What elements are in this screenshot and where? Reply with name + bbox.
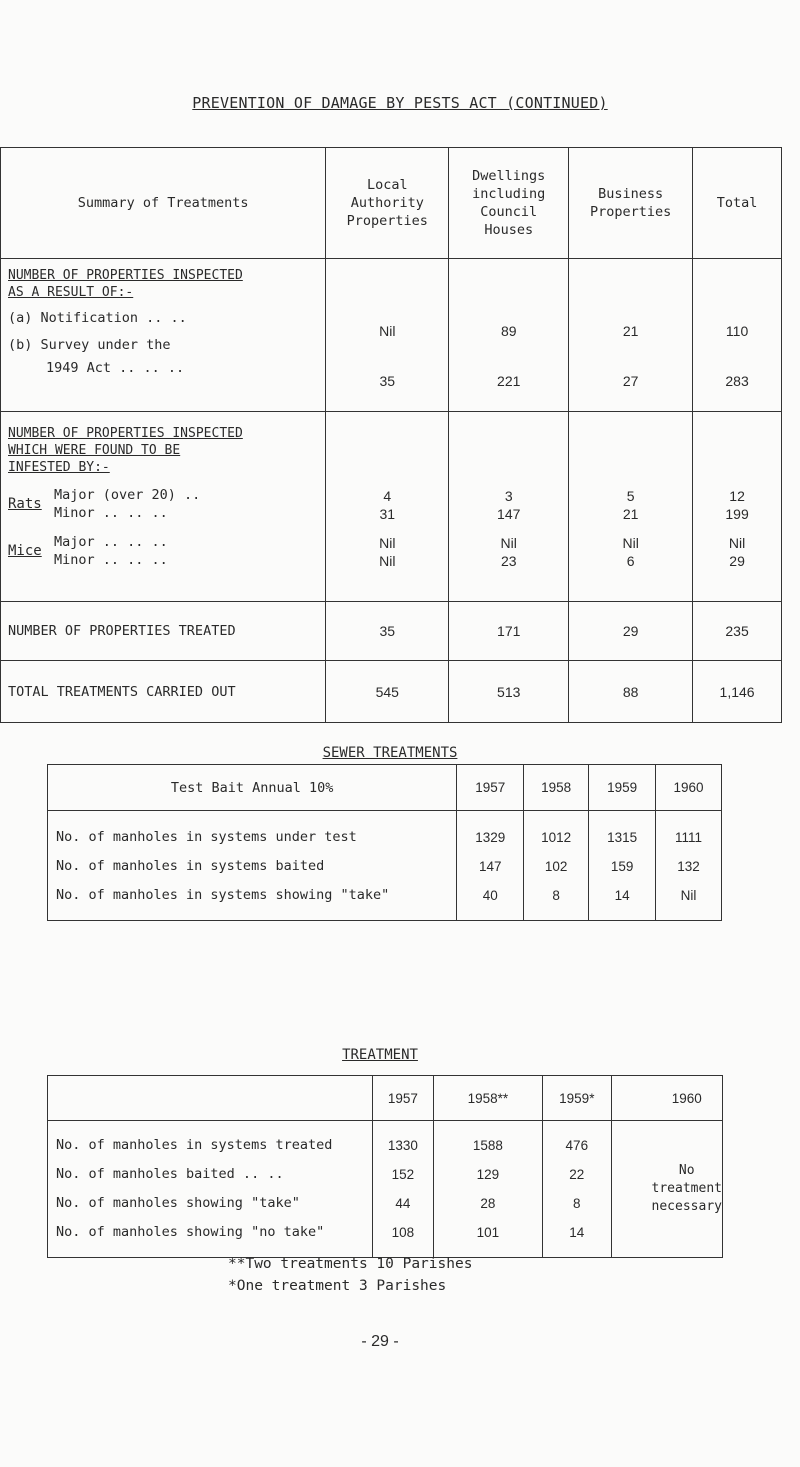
row-b-label-1: (b) Survey under the	[8, 337, 171, 353]
section2-title-2: WHICH WERE FOUND TO BE	[8, 443, 181, 458]
cell: 1315	[607, 830, 638, 845]
total-row	[1, 661, 782, 723]
footnotes	[228, 1253, 472, 1297]
cell: 14	[569, 1225, 585, 1240]
treatment-table	[47, 1075, 723, 1258]
treated-label: NUMBER OF PROPERTIES TREATED	[1, 602, 326, 661]
cell: 3	[504, 488, 513, 504]
footnote-2: *One treatment 3 Parishes	[228, 1278, 447, 1294]
note-line: treatment	[651, 1181, 722, 1196]
cell: 1012	[541, 830, 572, 845]
cell: 89	[500, 323, 517, 339]
row-label: No. of manholes baited .. ..	[56, 1166, 284, 1182]
treated-row	[1, 602, 782, 661]
cell: 8	[573, 1196, 581, 1211]
sewer-table	[47, 764, 722, 921]
header-summary: Summary of Treatments	[1, 148, 326, 259]
section1-labels	[1, 259, 326, 412]
col-1958	[433, 1121, 542, 1258]
year: 1959	[589, 765, 656, 811]
mice-major-label: Major .. .. ..	[54, 534, 168, 550]
cell: 283	[725, 373, 749, 389]
header-total: Total	[693, 148, 782, 259]
section2-title-1: NUMBER OF PROPERTIES INSPECTED	[8, 426, 243, 441]
cell: 28	[480, 1196, 496, 1211]
year: 1960	[611, 1076, 722, 1121]
cell: 21	[622, 506, 639, 522]
cell: 40	[482, 888, 498, 903]
cell: 152	[391, 1167, 415, 1182]
rats-major-label: Major (over 20) ..	[54, 487, 201, 503]
cell: 545	[326, 661, 449, 723]
row-b-label-2: 1949 Act .. .. ..	[46, 360, 185, 376]
year: 1958**	[433, 1076, 542, 1121]
summary-table	[0, 147, 782, 723]
cell: 12	[729, 488, 745, 504]
row-label: No. of manholes in systems under test	[56, 829, 357, 845]
section2-business	[569, 412, 693, 602]
treatment-header-blank	[48, 1076, 373, 1121]
sewer-labels	[48, 811, 457, 921]
section1-dwellings	[449, 259, 569, 412]
cell: 88	[569, 661, 693, 723]
sewer-title: SEWER TREATMENTS	[322, 745, 458, 761]
cell: 101	[476, 1225, 500, 1240]
cell: 147	[478, 859, 502, 874]
treatment-title: TREATMENT	[342, 1047, 418, 1063]
cell: Nil	[379, 323, 396, 339]
cell: 6	[626, 553, 635, 569]
header-business: Business Properties	[569, 148, 693, 259]
row-a-label: (a) Notification .. ..	[8, 310, 187, 326]
section1-title-1: NUMBER OF PROPERTIES INSPECTED	[8, 268, 243, 283]
summary-header-row	[1, 148, 782, 259]
treatment-header-row	[48, 1076, 723, 1121]
page-number: - 29 -	[361, 1333, 399, 1350]
mice-group	[8, 533, 325, 569]
cell: 221	[497, 373, 521, 389]
row-label: No. of manholes showing "take"	[56, 1195, 300, 1211]
cell: 1329	[475, 830, 506, 845]
cell: 22	[569, 1167, 585, 1182]
cell: 44	[395, 1196, 411, 1211]
cell: 5	[626, 488, 635, 504]
section1-title-2: AS A RESULT OF:-	[8, 285, 134, 300]
row-label: No. of manholes in systems baited	[56, 858, 325, 874]
col-1958	[524, 811, 589, 921]
sewer-body	[48, 811, 722, 921]
cell: 1588	[472, 1138, 503, 1153]
cell: 171	[449, 602, 569, 661]
section1-local	[326, 259, 449, 412]
cell: 4	[383, 488, 392, 504]
sewer-header-label: Test Bait Annual 10%	[48, 765, 457, 811]
cell: 235	[693, 602, 782, 661]
sewer-header-row	[48, 765, 722, 811]
col-1957	[457, 811, 524, 921]
col-1957	[373, 1121, 434, 1258]
header-dwellings: Dwellings including Council Houses	[449, 148, 569, 259]
cell: 513	[449, 661, 569, 723]
cell: 14	[614, 888, 630, 903]
cell: 29	[729, 553, 745, 569]
row-label: No. of manholes in systems treated	[56, 1137, 333, 1153]
cell: 132	[677, 859, 700, 874]
col-1960-note	[611, 1121, 722, 1258]
treatment-body	[48, 1121, 723, 1258]
cell: 1111	[675, 830, 703, 845]
row-label: No. of manholes in systems showing "take"	[56, 887, 390, 903]
rats-minor-label: Minor .. .. ..	[54, 505, 168, 521]
note-line: No	[678, 1163, 695, 1178]
cell: 476	[565, 1138, 589, 1153]
cell: Nil	[728, 535, 746, 551]
section2-total	[693, 412, 782, 602]
section2-local	[326, 412, 449, 602]
cell: 29	[569, 602, 693, 661]
cell: 35	[326, 602, 449, 661]
cell: Nil	[379, 553, 396, 569]
cell: 21	[622, 323, 639, 339]
footnote-1: **Two treatments 10 Parishes	[228, 1256, 473, 1272]
cell: 31	[379, 506, 396, 522]
cell: Nil	[500, 535, 517, 551]
total-label: TOTAL TREATMENTS CARRIED OUT	[1, 661, 326, 723]
section1-business	[569, 259, 693, 412]
year: 1960	[656, 765, 722, 811]
cell: 23	[500, 553, 517, 569]
row-label: No. of manholes showing "no take"	[56, 1224, 325, 1240]
treatment-labels	[48, 1121, 373, 1258]
cell: 199	[725, 506, 749, 522]
year: 1957	[457, 765, 524, 811]
col-1960	[656, 811, 722, 921]
note-line: necessary	[651, 1199, 722, 1214]
section2-labels	[1, 412, 326, 602]
cell: 1330	[387, 1138, 418, 1153]
section2-row	[1, 412, 782, 602]
cell: 27	[622, 373, 639, 389]
year: 1958	[524, 765, 589, 811]
cell: 147	[497, 506, 521, 522]
mice-label: Mice	[8, 543, 42, 559]
year: 1957	[373, 1076, 434, 1121]
cell: 159	[610, 859, 634, 874]
header-local: Local Authority Properties	[326, 148, 449, 259]
section1-row	[1, 259, 782, 412]
cell: Nil	[622, 535, 639, 551]
cell: Nil	[379, 535, 396, 551]
cell: 110	[725, 323, 749, 339]
cell: 8	[552, 888, 560, 903]
col-1959	[589, 811, 656, 921]
mice-minor-label: Minor .. .. ..	[54, 552, 168, 568]
rats-label: Rats	[8, 496, 42, 512]
col-1959	[543, 1121, 611, 1258]
section2-title-3: INFESTED BY:-	[8, 460, 110, 475]
cell: 102	[544, 859, 568, 874]
section1-total	[693, 259, 782, 412]
cell: 129	[476, 1167, 500, 1182]
year: 1959*	[543, 1076, 611, 1121]
cell: 1,146	[693, 661, 782, 723]
page-title: PREVENTION OF DAMAGE BY PESTS ACT (CONTINUED)	[192, 94, 608, 112]
section2-dwellings	[449, 412, 569, 602]
cell: 108	[391, 1225, 415, 1240]
rats-group	[8, 486, 325, 522]
cell: 35	[379, 373, 396, 389]
cell: Nil	[680, 888, 697, 903]
